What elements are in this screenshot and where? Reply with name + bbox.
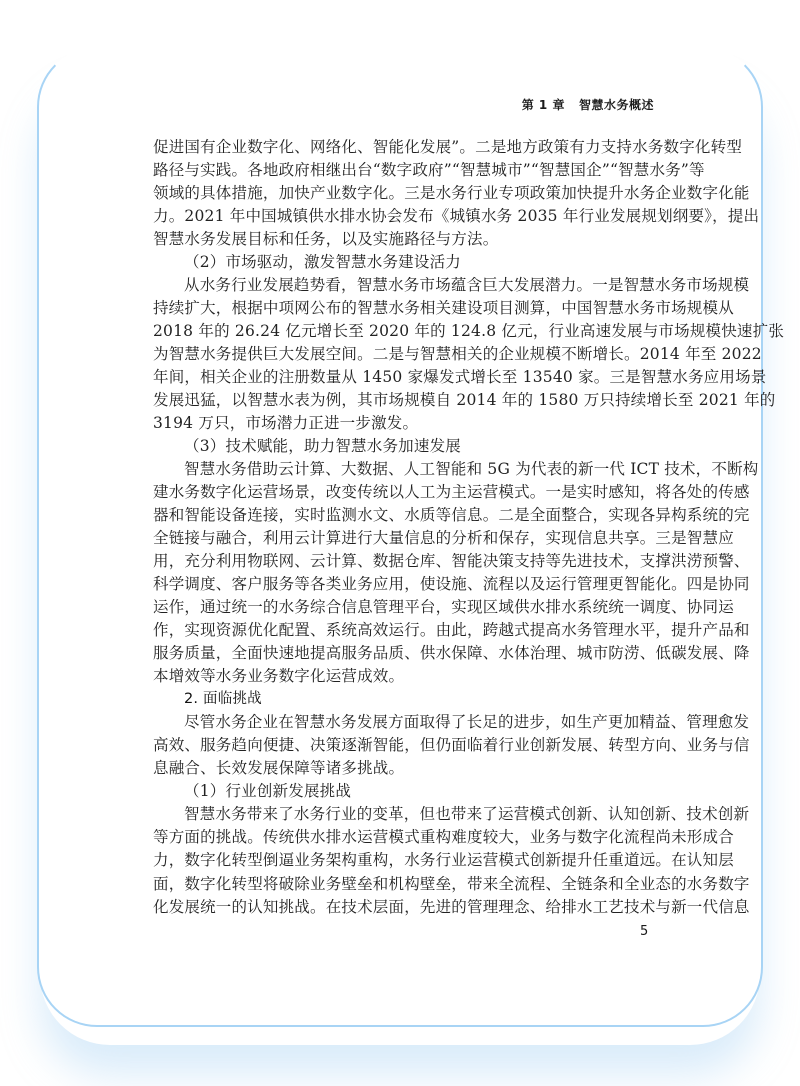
text-line: 运作，通过统一的水务综合信息管理平台，实现区域供水排水系统统一调度、协同运 — [153, 598, 734, 617]
text-line: 领域的具体措施，加快产业数字化。三是水务行业专项政策加快提升水务企业数字化能 — [153, 184, 750, 203]
text-line: 高效、服务趋向便捷、决策逐渐智能，但仍面临着行业创新发展、转型方向、业务与信 — [153, 736, 750, 755]
page-number: 5 — [640, 924, 649, 939]
text-line: 促进国有企业数字化、网络化、智能化发展”。二是地方政策有力支持水务数字化转型 — [153, 138, 743, 156]
text-line: 用，充分利用物联网、云计算、数据仓库、智能决策支持等先进技术，支撑洪涝预警、 — [153, 552, 750, 571]
text-line: 发展迅猛，以智慧水表为例，其市场规模自 2014 年的 1580 万只持续增长至 2021 年的 — [153, 391, 776, 410]
section-heading: 2. 面临挑战 — [184, 691, 262, 708]
subsection-heading: （2）市场驱动，激发智慧水务建设活力 — [184, 253, 461, 272]
text-line: 为智慧水务提供巨大发展空间。二是与智慧相关的企业规模不断增长。2014 年至 2022 — [153, 345, 762, 364]
text-line: 等方面的挑战。传统供水排水运营模式重构难度较大，业务与数字化流程尚未形成合 — [153, 828, 734, 847]
text-line: 路径与实践。各地政府相继出台“数字政府”“智慧城市”“智慧国企”“智慧水务”等 — [153, 161, 705, 180]
text-line: 3194 万只，市场潜力正进一步激发。 — [153, 414, 419, 433]
text-line: 智慧水务带来了水务行业的变革，但也带来了运营模式创新、认知创新、技术创新 — [184, 805, 750, 824]
text-line: 息融合、长效发展保障等诸多挑战。 — [153, 759, 405, 778]
text-line: 面，数字化转型将破除业务壁垒和机构壁垒，带来全流程、全链条和全业态的水务数字 — [153, 874, 750, 893]
text-line: 建水务数字化运营场景，改变传统以人工为主运营模式。一是实时感知，将各处的传感 — [153, 483, 750, 502]
text-line: 从水务行业发展趋势看，智慧水务市场蕴含巨大发展潜力。一是智慧水务市场规模 — [184, 276, 750, 295]
text-line: 作，实现资源优化配置、系统高效运行。由此，跨越式提高水务管理水平，提升产品和 — [153, 621, 750, 640]
text-line: 智慧水务借助云计算、大数据、人工智能和 5G 为代表的新一代 ICT 技术，不断构 — [184, 460, 759, 479]
text-line: 持续扩大，根据中项网公布的智慧水务相关建设项目测算，中国智慧水务市场规模从 — [153, 299, 734, 318]
subsection-heading: （1）行业创新发展挑战 — [184, 782, 352, 801]
text-line: 本增效等水务业务数字化运营成效。 — [153, 667, 405, 686]
body-text — [153, 136, 785, 919]
text-line: 尽管水务企业在智慧水务发展方面取得了长足的进步，如生产更加精益、管理愈发 — [184, 713, 750, 732]
text-line: 器和智能设备连接，实时监测水文、水质等信息。二是全面整合，实现各异构系统的完 — [153, 506, 750, 525]
running-header: 第 1 章 智慧水务概述 — [521, 98, 654, 112]
text-line: 化发展统一的认知挑战。在技术层面，先进的管理理念、给排水工艺技术与新一代信息 — [153, 897, 750, 916]
subsection-heading: （3）技术赋能，助力智慧水务加速发展 — [184, 437, 461, 456]
text-line: 2018 年的 26.24 亿元增长至 2020 年的 124.8 亿元，行业高速发展与市场规模快速扩张 — [153, 322, 785, 341]
text-line: 力。2021 年中国城镇供水排水协会发布《城镇水务 2035 年行业发展规划纲要》，提出 — [153, 207, 760, 226]
text-line: 服务质量，全面快速地提高服务品质、供水保障、水体治理、城市防涝、低碳发展、降 — [153, 644, 750, 663]
text-line: 科学调度、客户服务等各类业务应用，使设施、流程以及运行管理更智能化。四是协同 — [153, 575, 750, 594]
text-line: 智慧水务发展目标和任务，以及实施路径与方法。 — [153, 230, 499, 249]
text-line: 力，数字化转型倒逼业务架构重构，水务行业运营模式创新提升任重道远。在认知层 — [153, 851, 734, 870]
text-line: 全链接与融合，利用云计算进行大量信息的分析和保存，实现信息共享。三是智慧应 — [153, 529, 734, 548]
text-line: 年间，相关企业的注册数量从 1450 家爆发式增长至 13540 家。三是智慧水务应用场景 — [153, 368, 767, 387]
